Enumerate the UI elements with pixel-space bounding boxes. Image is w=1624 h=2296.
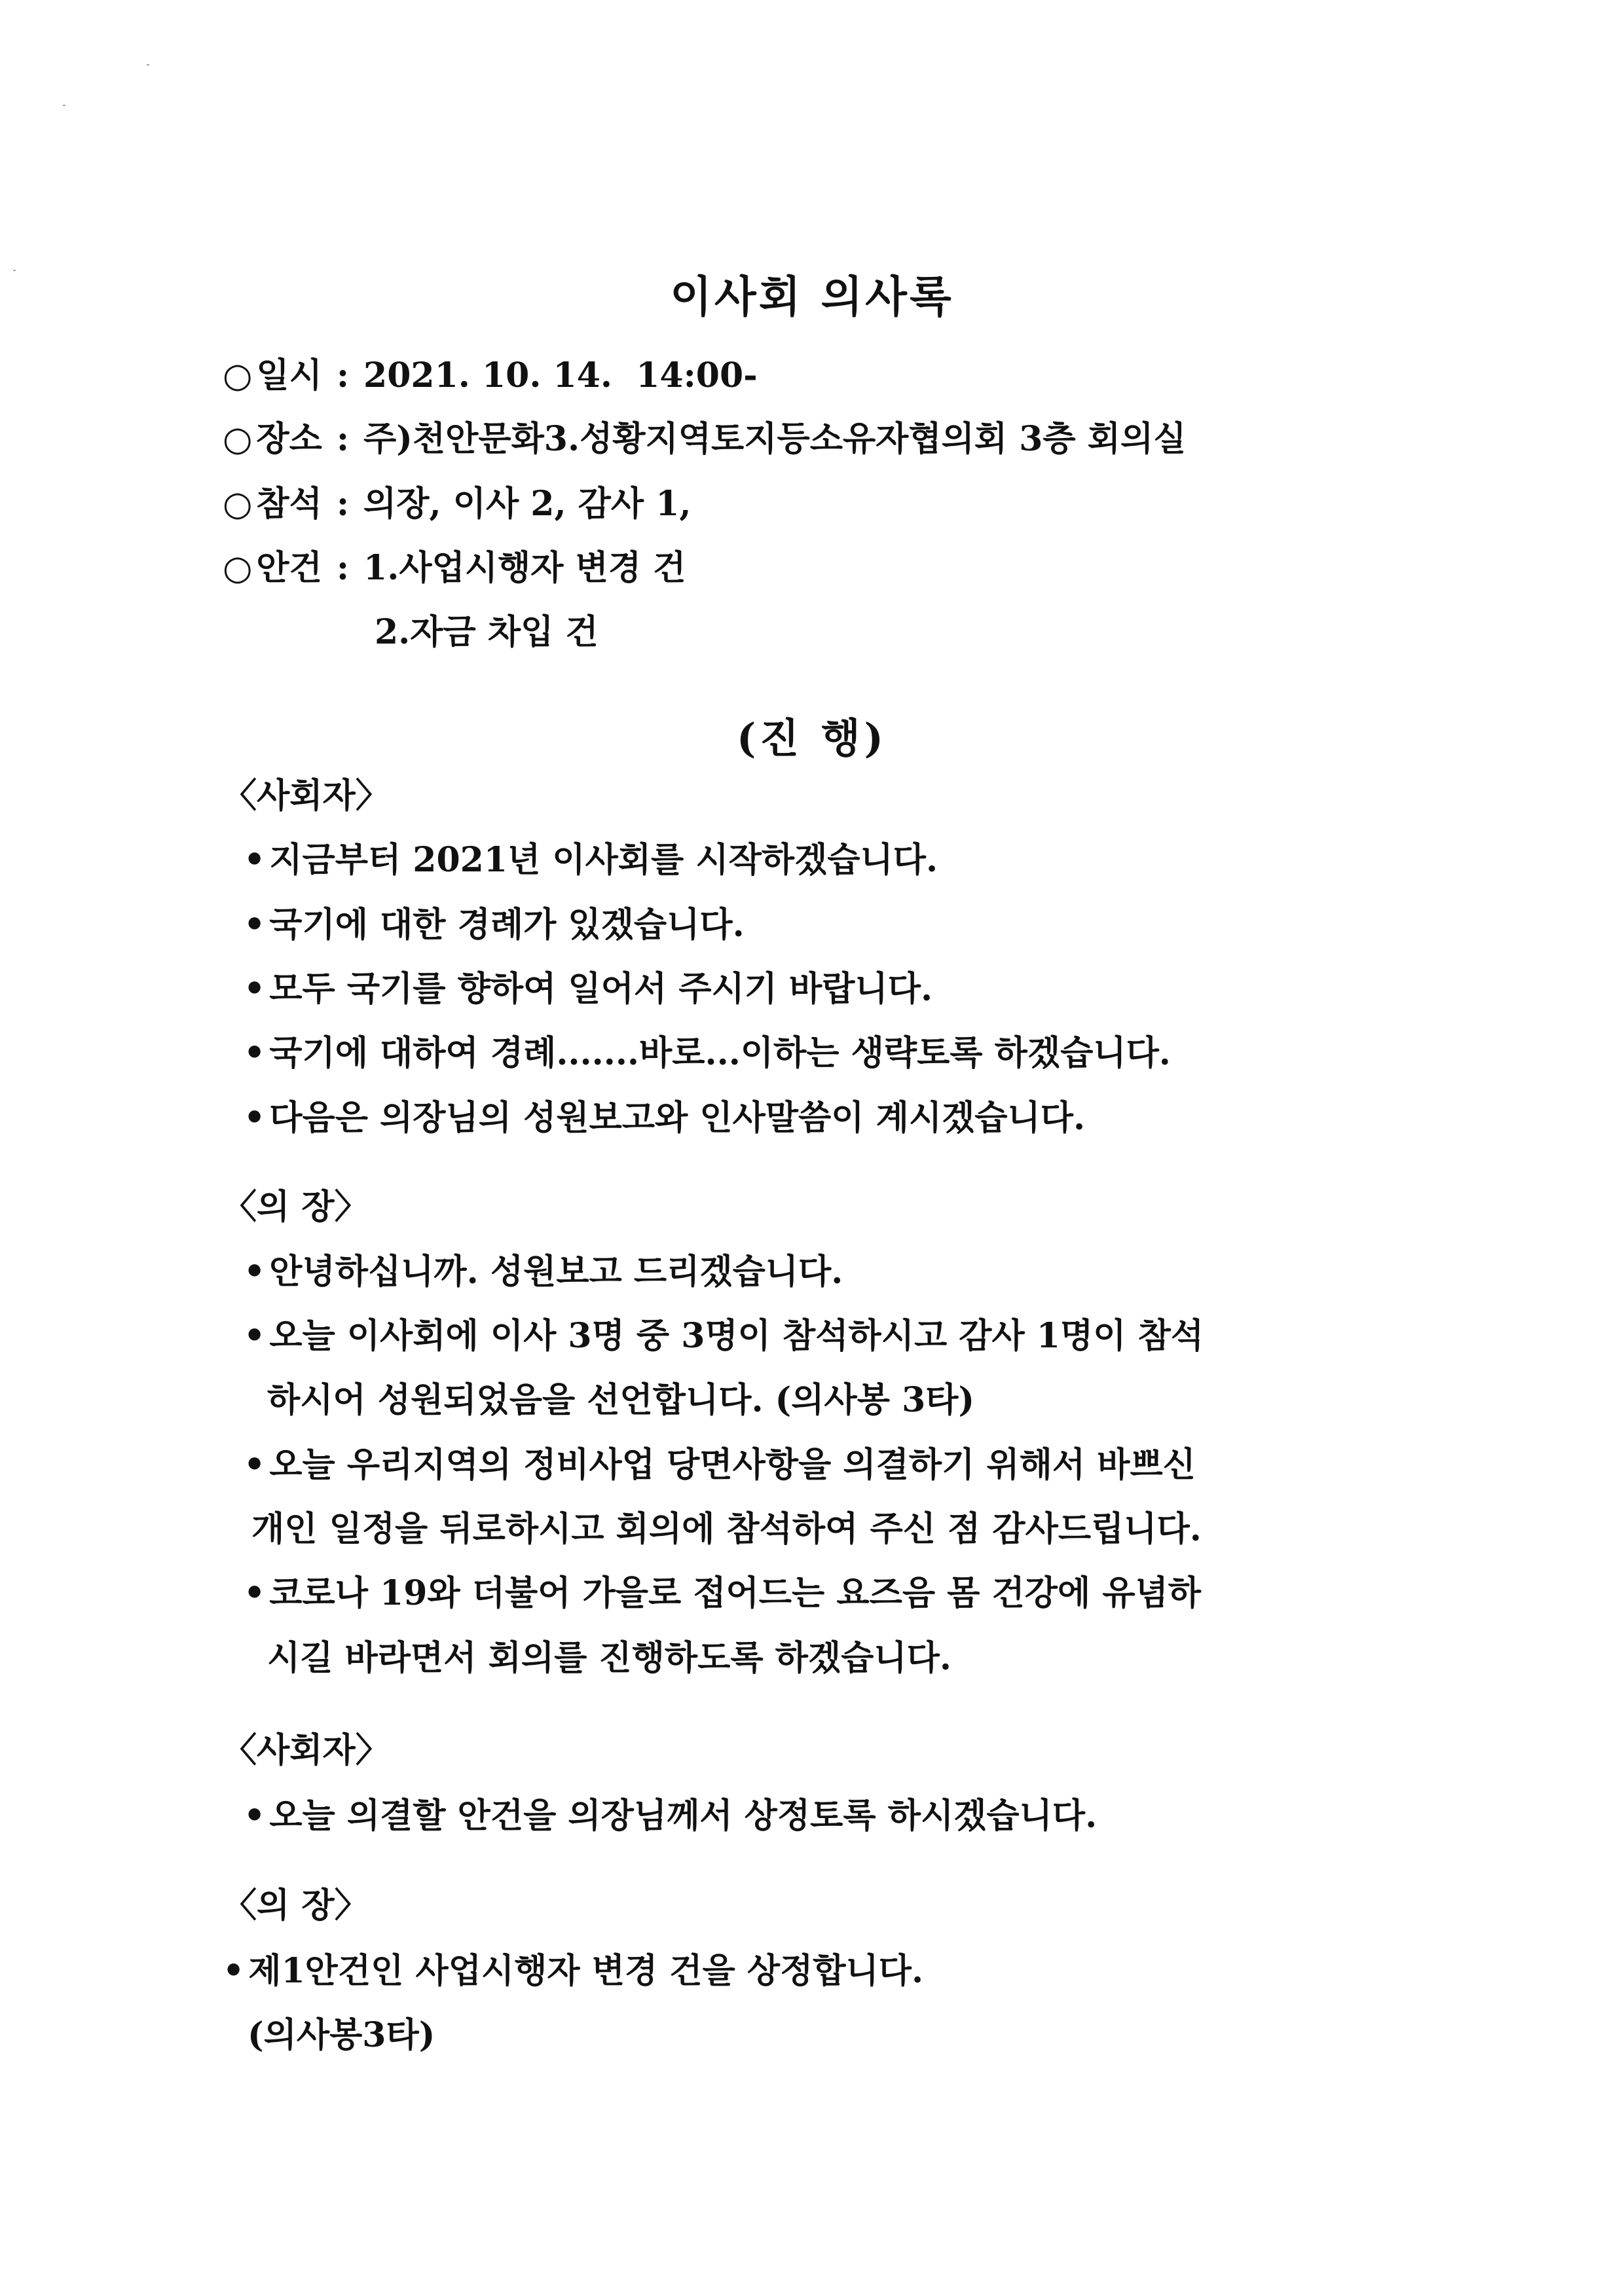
statement-line [244, 1033, 1171, 1073]
colon: : [336, 419, 350, 459]
statement-text: 지금부터 2021년 이사회를 시작하겠습니다. [269, 840, 938, 880]
meta-label: 안건 [256, 548, 322, 588]
statement-line [244, 969, 933, 1009]
meta-agenda [223, 548, 686, 588]
meta-date [223, 355, 758, 395]
bullet: • [244, 1316, 266, 1356]
statement-text: 모두 국기를 향하여 일어서 주시기 바랍니다. [269, 969, 933, 1009]
statement-line [223, 1951, 924, 1991]
statement-line [244, 840, 938, 880]
statement-line [244, 1445, 1196, 1485]
statement-text: 국기에 대하여 경례.......바로...이하는 생략토록 하겠습니다. [269, 1033, 1171, 1073]
statement-line [244, 1252, 843, 1292]
statement-continuation: 개인 일정을 뒤로하시고 회의에 참석하여 주신 점 감사드립니다. [251, 1509, 1202, 1549]
statement-line [244, 1573, 1202, 1613]
statement-line [244, 1098, 1086, 1138]
meta-value: 의장, 이사 2, 감사 1, [363, 484, 692, 524]
colon: : [336, 548, 350, 588]
speaker-mc: 〈사회자〉 [223, 776, 390, 816]
speaker-mc: 〈사회자〉 [223, 1730, 390, 1770]
statement-text: 제1안건인 사업시행자 변경 건을 상정합니다. [248, 1951, 924, 1991]
statement-continuation: 시길 바라면서 회의를 진행하도록 하겠습니다. [267, 1638, 951, 1678]
bullet: • [244, 1796, 266, 1836]
meta-label: 일시 [256, 355, 322, 395]
colon: : [336, 355, 350, 395]
meta-value: 1.사업시행자 변경 건 [363, 548, 686, 588]
statement-line [244, 905, 745, 945]
statement-text: 국기에 대한 경례가 있겠습니다. [269, 905, 745, 945]
statement-text: 안녕하십니까. 성원보고 드리겠습니다. [269, 1252, 843, 1292]
statement-text: 다음은 의장님의 성원보고와 인사말씀이 계시겠습니다. [269, 1098, 1086, 1138]
bullet: • [244, 905, 266, 945]
meta-place [223, 419, 1187, 459]
statement-text: 오늘 의결할 안건을 의장님께서 상정토록 하시겠습니다. [269, 1796, 1098, 1836]
circle-marker: ○ [223, 484, 253, 524]
speaker-chair: 〈의 장〉 [223, 1886, 369, 1925]
statement-line [244, 1316, 1204, 1356]
section-title: (진 행) [736, 714, 888, 762]
bullet: • [244, 1252, 266, 1292]
meta-value: 주)천안문화3.성황지역토지등소유자협의회 3층 회의실 [363, 419, 1187, 459]
bullet: • [244, 1445, 266, 1485]
meta-label: 장소 [256, 419, 322, 459]
statement-continuation: (의사봉3타) [248, 2015, 435, 2055]
meta-value: 2021. 10. 14. 14:00- [363, 355, 758, 395]
meta-attendance [223, 484, 692, 524]
statement-continuation: 하시어 성원되었음을 선언합니다. (의사봉 3타) [267, 1380, 975, 1420]
statement-text: 오늘 우리지역의 정비사업 당면사항을 의결하기 위해서 바쁘신 [269, 1445, 1196, 1485]
statement-line [244, 1796, 1098, 1836]
scan-speck [147, 64, 149, 65]
scan-speck [63, 105, 65, 106]
meta-label: 참석 [256, 484, 322, 524]
meta-agenda-item-2: 2.자금 차입 건 [375, 612, 599, 652]
statement-text: 코로나 19와 더불어 가을로 접어드는 요즈음 몸 건강에 유념하 [269, 1573, 1202, 1613]
circle-marker: ○ [223, 548, 253, 588]
bullet: • [244, 1033, 266, 1073]
bullet: • [244, 1098, 266, 1138]
bullet: • [244, 969, 266, 1009]
bullet: • [244, 1573, 266, 1613]
statement-text: 오늘 이사회에 이사 3명 중 3명이 참석하시고 감사 1명이 참석 [269, 1316, 1204, 1356]
document-title: 이사회 의사록 [670, 271, 954, 322]
colon: : [336, 484, 350, 524]
circle-marker: ○ [223, 419, 253, 459]
circle-marker: ○ [223, 355, 253, 395]
bullet: • [223, 1951, 245, 1991]
speaker-chair: 〈의 장〉 [223, 1187, 369, 1227]
bullet: • [244, 840, 266, 880]
